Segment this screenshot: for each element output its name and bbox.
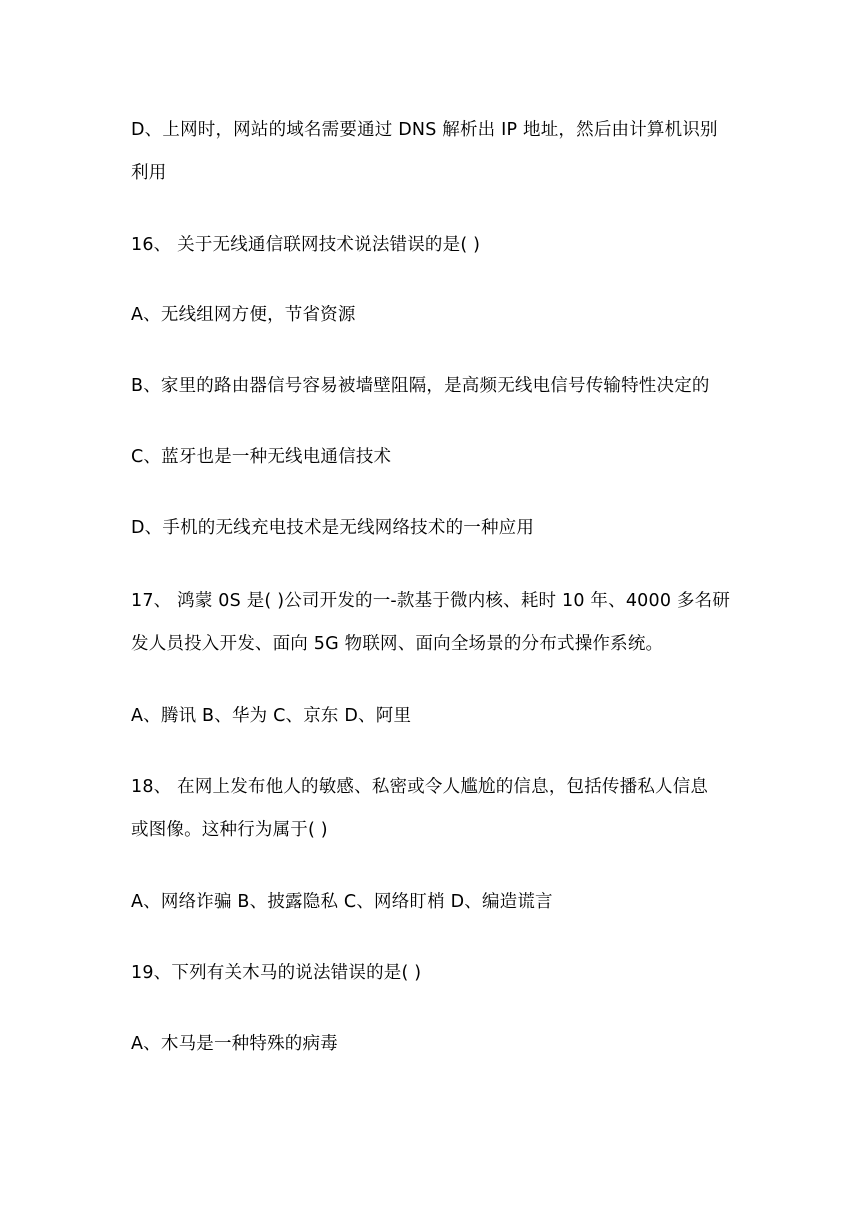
q16-option-b: B、家里的路由器信号容易被墙壁阻隔，是高频无线电信号传输特性决定的 xyxy=(131,376,710,396)
q15-option-d-line2: 利用 xyxy=(131,163,167,183)
question-17-line1: 17、 鸿蒙 0S 是( )公司开发的一-款基于微内核、耗时 10 年、4000 多名研 xyxy=(131,591,731,611)
question-16: 16、 关于无线通信联网技术说法错误的是( ) xyxy=(131,235,481,255)
q18-options: A、网络诈骗 B、披露隐私 C、网络盯梢 D、编造谎言 xyxy=(131,892,553,912)
q15-option-d-line1: D、上网时，网站的域名需要通过 DNS 解析出 IP 地址，然后由计算机识别 xyxy=(131,120,718,140)
q16-option-c: C、蓝牙也是一种无线电通信技术 xyxy=(131,447,392,467)
question-19: 19、下列有关木马的说法错误的是( ) xyxy=(131,963,422,983)
q17-options: A、腾讯 B、华为 C、京东 D、阿里 xyxy=(131,706,412,726)
question-18-line1: 18、 在网上发布他人的敏感、私密或令人尴尬的信息，包括传播私人信息 xyxy=(131,777,709,797)
question-17-line2: 发人员投入开发、面向 5G 物联网、面向全场景的分布式操作系统。 xyxy=(131,634,664,654)
q19-option-a: A、木马是一种特殊的病毒 xyxy=(131,1034,338,1054)
q16-option-d: D、手机的无线充电技术是无线网络技术的一种应用 xyxy=(131,518,535,538)
q16-option-a: A、无线组网方便，节省资源 xyxy=(131,305,356,325)
question-18-line2: 或图像。这种行为属于( ) xyxy=(131,820,328,840)
